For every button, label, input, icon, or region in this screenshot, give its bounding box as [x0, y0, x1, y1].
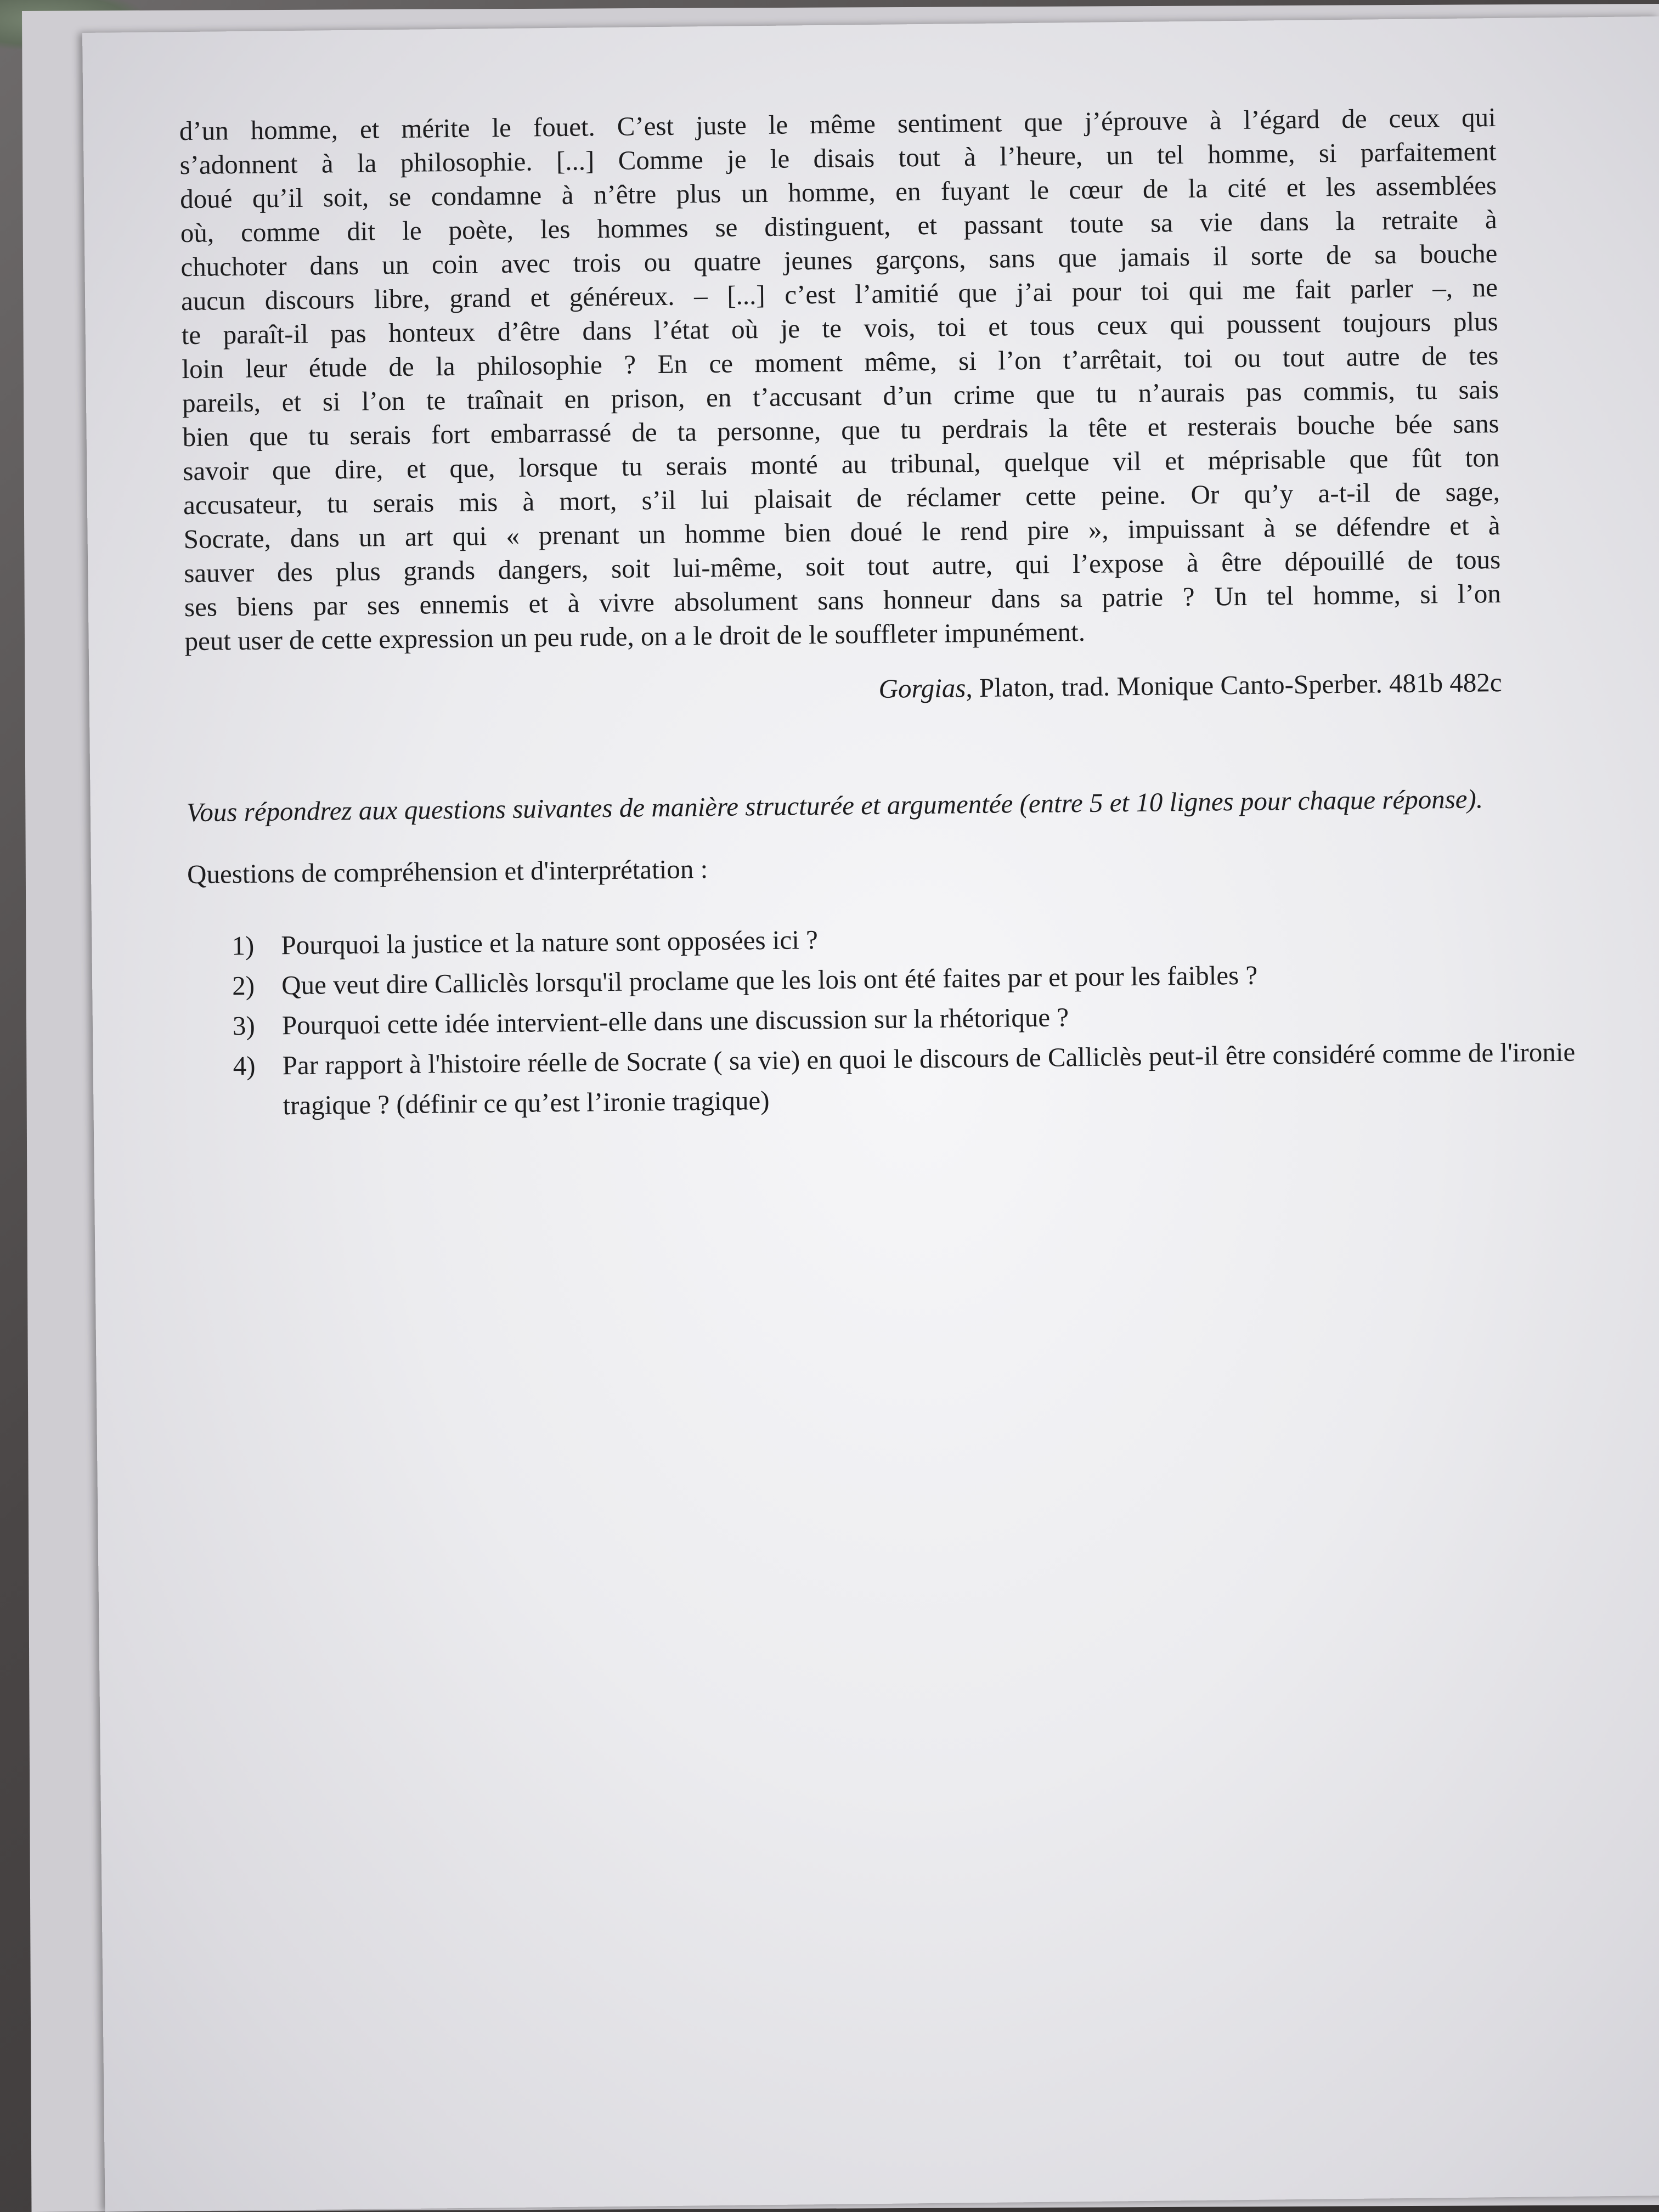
question-text: Par rapport à l'histoire réelle de Socrate ( sa vie) en quoi le discours de Calliclès peut-il être considéré comme de l'ironie tragique ? (définir ce qu’est l’ironie tragique) [282, 1036, 1576, 1121]
question-number: 4) [233, 1050, 256, 1081]
question-text: Que veut dire Calliclès lorsqu'il proclame que les lois ont été faites par et pour les faibles ? [281, 960, 1258, 1001]
text-passage [179, 100, 1578, 659]
question-list [188, 911, 1583, 1126]
passage-line: accusateur, tu serais mis à mort, s’il lui plaisait de réclamer cette peine. Or qu’y a-t-il de sage, [183, 476, 1500, 521]
question-number: 3) [232, 1010, 256, 1041]
question-text: Pourquoi la justice et la nature sont opposées ici ? [281, 924, 819, 961]
passage-line: bien que tu serais fort embarrassé de ta personne, que tu perdrais la tête et resterais bouche bée sans [182, 408, 1499, 453]
section-heading: Questions de compréhension et d'interprétation : [187, 854, 708, 890]
question-text: Pourquoi cette idée intervient-elle dans une discussion sur la rhétorique ? [281, 1002, 1069, 1041]
citation-work-title: Gorgias [878, 673, 966, 704]
citation [185, 667, 1502, 712]
passage-line: savoir que dire, et que, lorsque tu serais monté au tribunal, quelque vil et méprisable que fût ton [183, 442, 1500, 487]
passage-line: pareils, et si l’on te traînait en prison, en t’accusant d’un crime que tu n’aurais pas commis, tu sais [182, 374, 1499, 419]
passage-line: Socrate, dans un art qui « prenant un homme bien doué le rend pire », impuissant à se défendre et à [183, 510, 1500, 555]
passage-line: loin leur étude de la philosophie ? En ce moment même, si l’on t’arrêtait, toi ou tout autre de tes [182, 340, 1499, 385]
passage-line: doué qu’il soit, se condamne à n’être plus un homme, en fuyant le cœur de la cité et les assemblées [179, 170, 1497, 215]
passage-line: chuchoter dans un coin avec trois ou quatre jeunes garçons, sans que jamais il sorte de sa bouche [180, 238, 1498, 283]
document-page [82, 16, 1659, 2212]
passage-line: s’adonnent à la philosophie. [...] Comme je le disais tout à l’heure, un tel homme, si parfaitement [179, 136, 1497, 180]
passage-line: où, comme dit le poète, les hommes se distinguent, et passant toute sa vie dans la retraite à [180, 204, 1497, 249]
citation-details: , Platon, trad. Monique Canto-Sperber. 481b 482c [966, 667, 1502, 703]
passage-line: te paraît-il pas honteux d’être dans l’état où je te vois, toi et tous ceux qui poussent toujours plus [181, 306, 1498, 351]
passage-line: sauver des plus grands dangers, soit lui-même, soit tout autre, qui l’expose à être dépouillé de tous [184, 544, 1501, 589]
passage-line: peut user de cette expression un peu rude, on a le droit de le souffleter impunément. [184, 616, 1086, 657]
question-item [189, 1031, 1583, 1126]
question-number: 2) [232, 970, 255, 1001]
passage-line: d’un homme, et mérite le fouet. C’est juste le même sentiment que j’éprouve à l’égard de ceux qui [179, 102, 1497, 146]
passage-line: ses biens par ses ennemis et à vivre absolument sans honneur dans sa patrie ? Un tel homme, si l’on [184, 578, 1502, 623]
instructions: Vous répondrez aux questions suivantes de manière structurée et argumentée (entre 5 et 10 lignes pour chaque réponse). [186, 783, 1483, 828]
page-content [179, 100, 1584, 1153]
passage-line: aucun discours libre, grand et généreux. – [...] c’est l’amitié que j’ai pour toi qui me fait parler –, ne [180, 272, 1498, 317]
question-number: 1) [232, 930, 255, 961]
